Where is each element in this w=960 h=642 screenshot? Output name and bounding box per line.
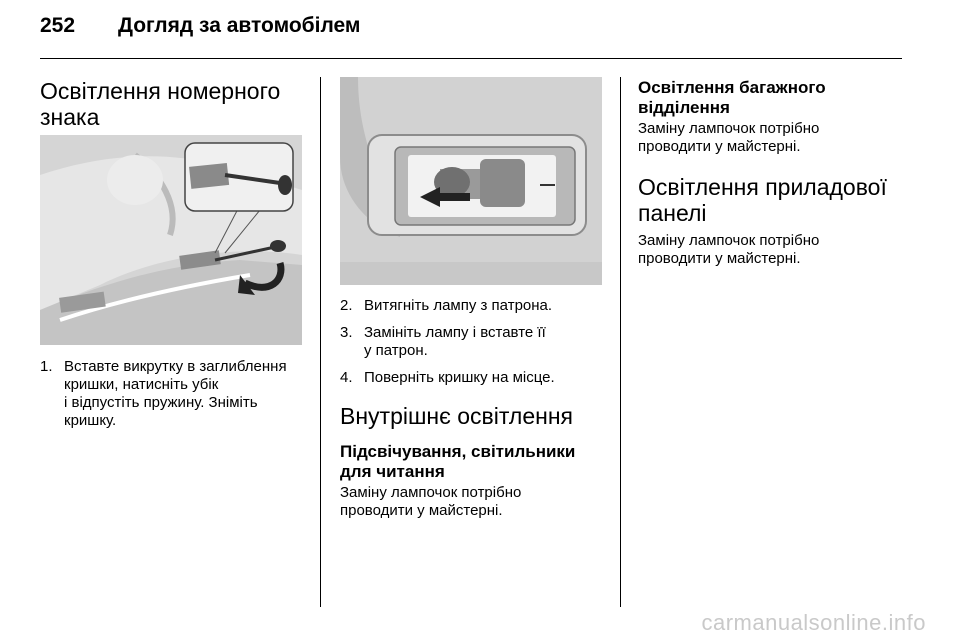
body-line: проводити у майстерні. xyxy=(638,250,801,267)
page-number: 252 xyxy=(40,14,76,37)
body-text xyxy=(340,484,610,520)
step-text: кришку. xyxy=(64,412,117,429)
step-text: кришки, натисніть убік xyxy=(64,376,219,393)
step-number: 1. xyxy=(40,358,53,375)
step-text: у патрон. xyxy=(364,342,428,359)
step-item xyxy=(340,324,610,360)
step-number: 3. xyxy=(340,324,353,341)
steps-list-col2 xyxy=(340,297,610,396)
steps-list-col1 xyxy=(40,358,310,439)
body-line: Заміну лампочок потрібно xyxy=(638,120,820,137)
sub-heading-line: для читання xyxy=(340,462,445,481)
heading-line: Освітлення приладової xyxy=(638,174,887,200)
sub-heading-line: відділення xyxy=(638,98,730,117)
body-line: проводити у майстерні. xyxy=(638,138,801,155)
body-text xyxy=(638,232,908,268)
heading-line: Освітлення номерного xyxy=(40,78,281,104)
heading-line: панелі xyxy=(638,200,707,226)
sub-heading-trunk-lighting xyxy=(638,78,908,118)
watermark: carmanualsonline.info xyxy=(701,610,926,635)
column-divider-2 xyxy=(620,77,621,607)
step-text: Поверніть кришку на місце. xyxy=(364,369,555,386)
step-text: і відпустіть пружину. Зніміть xyxy=(64,394,258,411)
step-item xyxy=(40,358,310,430)
heading-line: знака xyxy=(40,104,100,130)
step-number: 2. xyxy=(340,297,353,314)
body-line: Заміну лампочок потрібно xyxy=(638,232,820,249)
step-text: Замініть лампу і вставте її xyxy=(364,324,546,341)
sub-heading-line: Підсвічування, світильники xyxy=(340,442,576,461)
body-line: проводити у майстерні. xyxy=(340,502,503,519)
step-item xyxy=(340,297,610,315)
step-number: 4. xyxy=(340,369,353,386)
sub-heading-line: Освітлення багажного xyxy=(638,78,826,97)
step-text: Вставте викрутку в заглиблення xyxy=(64,358,287,375)
header-rule xyxy=(40,58,902,59)
body-text xyxy=(638,120,908,156)
section-heading-interior-lighting: Внутрішнє освітлення xyxy=(340,403,573,429)
section-heading-license-plate-light xyxy=(40,78,310,130)
sub-heading-reading-lights xyxy=(340,442,610,482)
column-divider-1 xyxy=(320,77,321,607)
step-text: Витягніть лампу з патрона. xyxy=(364,297,553,314)
body-line: Заміну лампочок потрібно xyxy=(340,484,522,501)
page-header-title: Догляд за автомобілем xyxy=(118,14,361,37)
license-plate-light-removal-illustration xyxy=(40,135,302,345)
bulb-removal-illustration xyxy=(340,77,602,285)
step-item xyxy=(340,369,610,387)
section-heading-instrument-panel-lighting xyxy=(638,174,908,226)
